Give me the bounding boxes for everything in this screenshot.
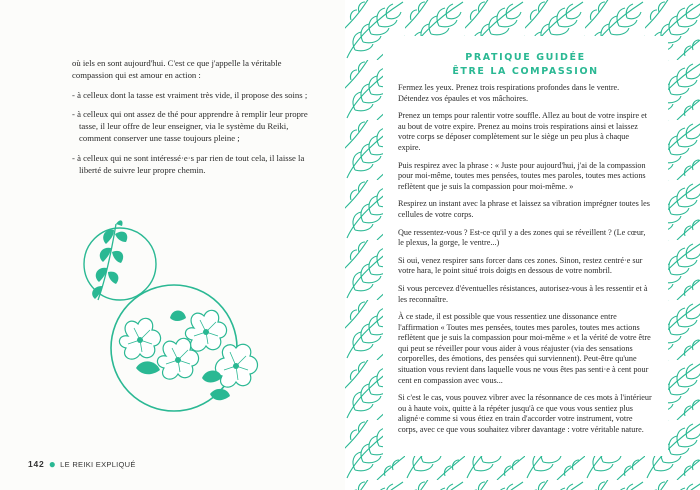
panel-paragraph: Si vous percevez d'éventuelles résistances, autorisez-vous à les ressentir et à les reconnaître.	[398, 283, 648, 304]
footer-dot-icon: ●	[48, 457, 57, 471]
panel-paragraph: Puis respirez avec la phrase : « Juste pour aujourd'hui, j'ai de la compassion pour moi-même, toutes mes pensées, toutes mes paroles, toutes mes actions reflètent que je suis la compassion pour moi-même. »	[398, 160, 646, 191]
left-body-text	[72, 58, 310, 184]
intro-paragraph: où iels en sont aujourd'hui. C'est ce que j'appelle la véritable compassion qui est amour en action :	[72, 58, 282, 80]
panel-subheading: ÊTRE LA COMPASSION	[452, 66, 599, 77]
bullet-item: - à celleux dont la tasse est vraiment très vide, il propose des soins ;	[72, 89, 308, 100]
panel-paragraph: Si c'est le cas, vous pouvez vibrer avec la résonnance de ces mots à l'intérieur ou à haute voix, quitte à la répéter jusqu'à ce que vous vous sentiez plus aligné·e comme si vous étiez en train d'accorder votre instrument, votre corps, avec ce que vous souhaitez vibrer davantage : votre véritable nature.	[398, 393, 652, 435]
flower-circle-icon	[76, 218, 266, 418]
page-footer	[28, 459, 136, 469]
panel-paragraph: À ce stade, il est possible que vous ressentiez une dissonance entre l'affirmation « Toutes mes pensées, toutes mes paroles, toutes mes actions reflètent que je suis la compassion pour moi-même » et la vérité de votre être qui peut se réveiller pour vous aider à vous réajuster (via des sensations corporelles, des émotions, des pensées qui surviennent). Peut-être qu'une situation vous revient dans laquelle vous ne vous êtes pas senti·e à cent pour cent en compassion avec vous...	[398, 312, 651, 385]
bullet-item: - à celleux qui ne sont intéressé·e·s par rien de tout cela, il laisse la liberté de suivre leur propre chemin.	[72, 152, 305, 175]
panel-heading: PRATIQUE GUIDÉE	[465, 52, 586, 63]
guided-practice-panel	[383, 36, 668, 456]
book-title: LE REIKI EXPLIQUÉ	[60, 459, 136, 469]
panel-paragraph: Si oui, venez respirer sans forcer dans ces zones. Sinon, restez centré·e sur votre hara, le point situé trois doigts en dessous de votre nombril.	[398, 255, 643, 276]
panel-paragraph: Fermez les yeux. Prenez trois respirations profondes dans le ventre. Détendez vos épaules et vos mâchoires.	[398, 83, 620, 103]
panel-body-text	[398, 83, 652, 443]
panel-paragraph: Prenez un temps pour ralentir votre souffle. Allez au bout de votre inspire et au bout de votre expire. Prenez au moins trois respirations ainsi et laissez votre corps se déposer complètement sur le siège un peu plus à chaque expire.	[398, 111, 648, 152]
bullet-item: - à celleux qui ont assez de thé pour apprendre à remplir leur propre tasse, il leur offre de leur enseigner, via le système du Reiki, comment conserver une tasse toujours pleine ;	[72, 109, 308, 143]
page-number: 142	[28, 459, 45, 469]
panel-paragraph: Respirez un instant avec la phrase et laissez sa vibration imprégner toutes les cellules de votre corps.	[398, 199, 650, 219]
panel-paragraph: Que ressentez-vous ? Est-ce qu'il y a des zones qui se réveillent ? (Le cœur, le plexus, la gorge, le ventre...)	[398, 227, 646, 248]
